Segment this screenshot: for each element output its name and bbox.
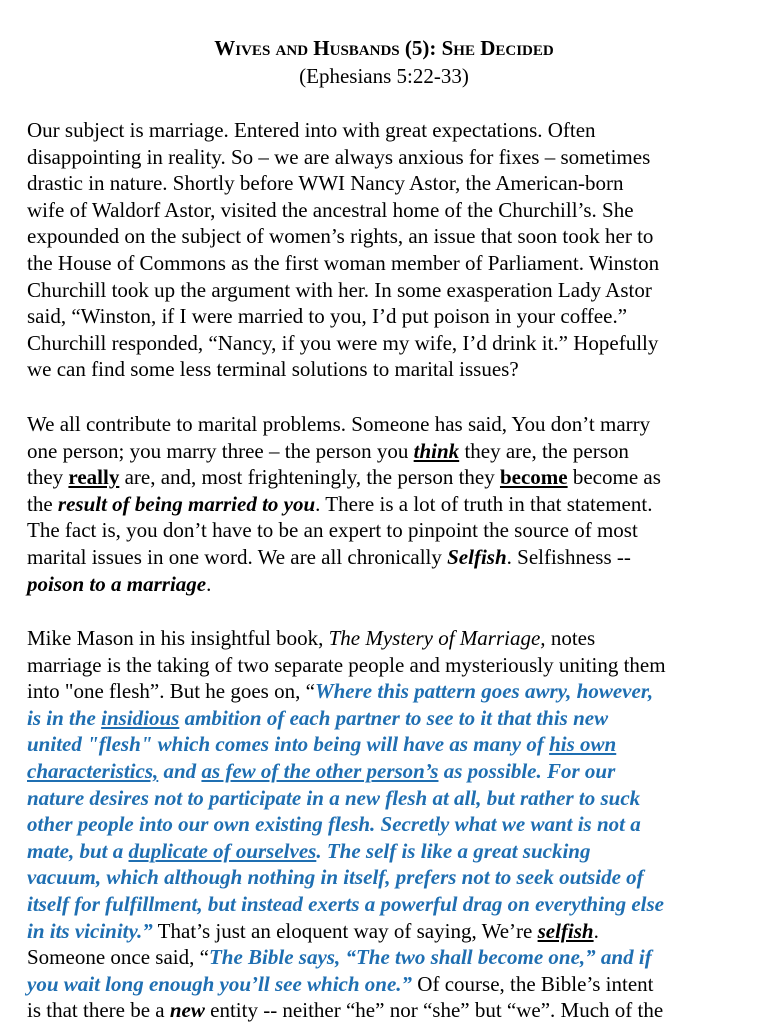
text-run: the [27,491,58,516]
text-run: . [206,571,212,596]
emphasis-selfish: Selfish [447,544,507,569]
text-line: the House of Commons as the first woman member of Parliament. Winston [27,250,660,275]
text-run: marital issues in one word. We are all chronically [27,544,448,569]
quote-text: . The self is like a great sucking [316,838,591,863]
text-run: . [593,918,599,943]
emphasis-really: really [68,465,120,490]
text-run: into "one flesh”. But he goes on, “ [27,679,315,704]
emphasis-think: think [413,438,460,463]
quote-underlined: characteristics, [27,758,159,783]
emphasis-poison: poison to a marriage [27,571,207,596]
paragraph-1 [27,117,743,383]
quote-underlined: as few of the other person’s [201,758,439,783]
quote-underlined: his own [549,732,617,757]
quote-underlined: duplicate of ourselves [128,838,317,863]
quote-line: vacuum, which although nothing in itself, prefers not to seek outside of [27,865,644,890]
book-title: The Mystery of Marriage, [328,626,546,650]
quote-line: nature desires not to participate in a new flesh at all, but rather to suck [27,785,641,810]
text-line: The fact is, you don’t have to be an expert to pinpoint the source of most [27,518,638,543]
page-title: Wives and Husbands (5): She Decided [214,36,554,60]
quote-line: other people into our own existing flesh. Secretly what we want is not a [27,812,641,837]
quote-text: ambition of each partner to see to it that this new [179,705,609,730]
quote-text: and [158,758,202,783]
quote-line [27,731,743,758]
text-run: Someone once said, “ [27,945,209,970]
text-line [27,918,743,945]
text-run: is that there be a [27,998,170,1023]
text-line [27,571,743,598]
text-run: . Selfishness -- [506,544,631,569]
quote-text: is in the [27,705,102,730]
text-line [27,971,743,998]
text-line: We all contribute to marital problems. Someone has said, You don’t marry [27,412,651,436]
paragraph-3 [27,625,743,1024]
text-line: drastic in nature. Shortly before WWI Nancy Astor, the American-born [27,171,624,196]
quote-line [27,758,743,785]
scripture-reference: (Ephesians 5:22-33) [299,64,469,88]
quote-line [27,838,743,865]
text-run: Of course, the Bible’s intent [412,971,654,996]
quote-line [27,705,743,732]
text-line: Churchill responded, “Nancy, if you were my wife, I’d drink it.” Hopefully [27,330,659,355]
text-line [27,944,743,971]
quote-text: united "flesh" which comes into being will have as many of [27,732,550,757]
text-line: we can find some less terminal solutions to marital issues? [27,357,519,382]
text-line: expounded on the subject of women’s rights, an issue that soon took her to [27,224,654,249]
quote-text: mate, but a [27,838,129,863]
quote-text: Where this pattern goes awry, however, [314,679,654,704]
text-line [27,544,743,571]
text-line [27,464,743,491]
quote-text: you wait long enough you’ll see which one.” [27,971,413,996]
text-run: one person; you marry three – the person you [27,438,414,463]
text-line: said, “Winston, if I were married to you, I’d put poison in your coffee.” [27,304,628,329]
text-run: That’s just an eloquent way of saying, We’re [152,918,538,943]
emphasis-new: new [169,998,205,1023]
text-run: Mike Mason in his insightful book, [27,626,329,650]
text-line [27,678,743,705]
text-run: they [27,465,69,490]
text-line [27,491,743,518]
text-run: notes [545,626,596,650]
quote-underlined: insidious [101,705,180,730]
emphasis-selfish: selfish [537,918,594,943]
quote-text: in its vicinity.” [27,918,153,943]
text-run: entity -- neither “he” nor “she” but “we”. Much of the [204,998,664,1023]
emphasis-become: become [499,465,568,490]
paragraph-2 [27,411,743,597]
text-line [27,997,743,1024]
text-run: are, and, most frighteningly, the person they [119,465,500,490]
text-line: wife of Waldorf Astor, visited the ancestral home of the Churchill’s. She [27,197,634,222]
text-line: Churchill took up the argument with her. In some exasperation Lady Astor [27,277,652,302]
quote-line: itself for fulfillment, but instead exerts a powerful drag on everything else [27,891,664,916]
text-line [27,438,743,465]
text-run: . There is a lot of truth in that statement. [315,491,653,516]
text-line: disappointing in reality. So – we are always anxious for fixes – sometimes [27,144,651,169]
text-line [27,625,743,652]
emphasis-result: result of being married to you [57,491,316,516]
text-line: marriage is the taking of two separate people and mysteriously uniting them [27,652,666,677]
text-run: they are, the person [459,438,629,463]
text-run: become as [567,465,661,490]
quote-text: The Bible says, “The two shall become one,” and if [208,945,652,970]
quote-text: as possible. For our [438,758,616,783]
text-line: Our subject is marriage. Entered into with great expectations. Often [27,118,596,142]
